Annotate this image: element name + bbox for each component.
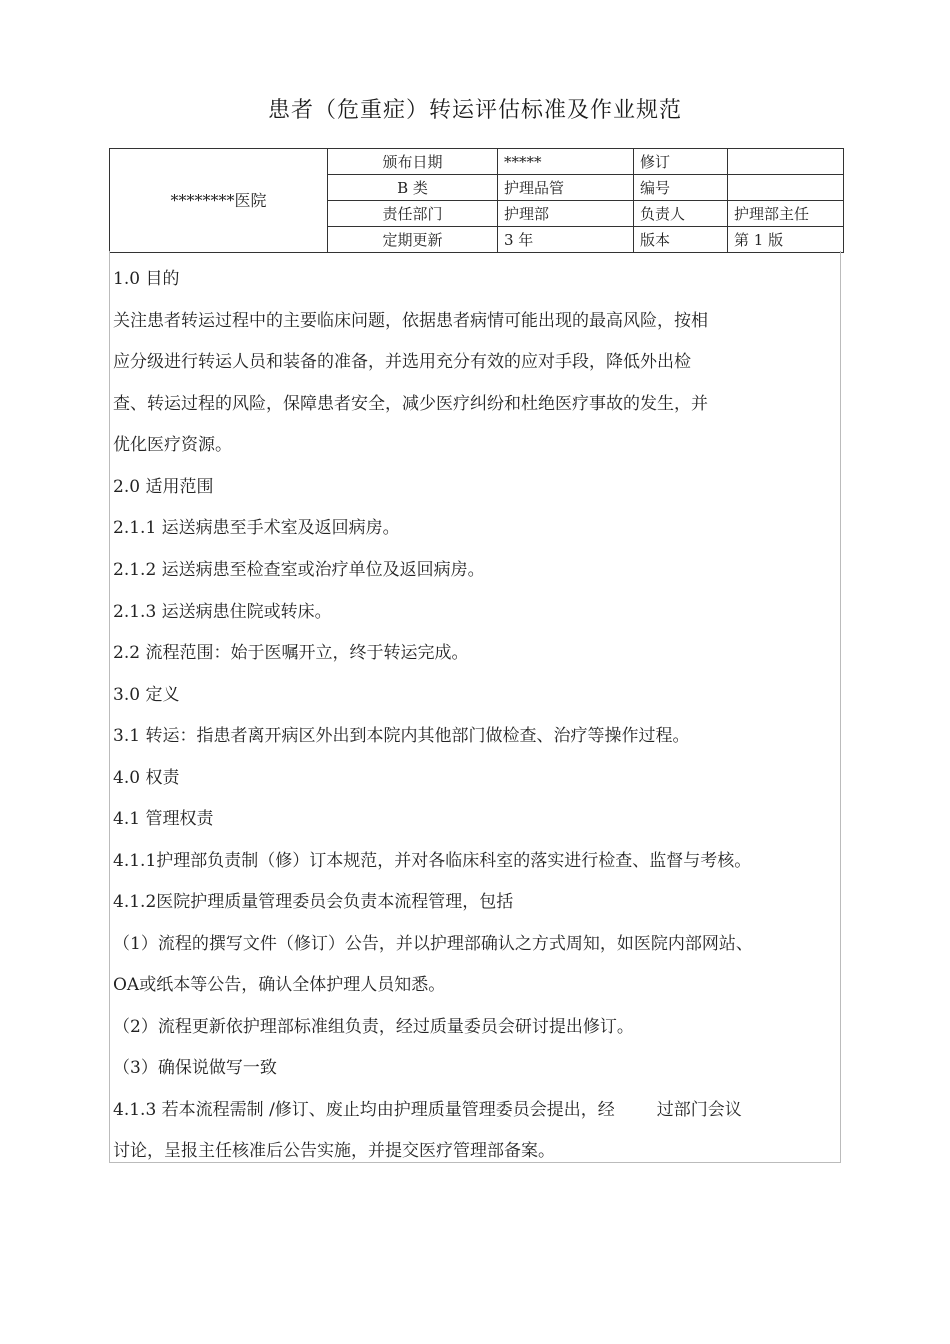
paragraph-line: 2.1.1 运送病患至手术室及返回病房。 <box>113 518 400 538</box>
value-owner: 护理部主任 <box>728 201 844 227</box>
value-version: 第 1 版 <box>728 227 844 253</box>
section-heading-responsibility: 4.0 权责 <box>113 768 180 788</box>
section-heading-definition: 3.0 定义 <box>113 685 180 705</box>
label-owner: 负责人 <box>634 201 728 227</box>
page-title: 患者（危重症）转运评估标准及作业规范 <box>267 98 682 123</box>
section-heading-purpose: 1.0 目的 <box>113 269 180 289</box>
paragraph-line: 4.1.1护理部负责制（修）订本规范，并对各临床科室的落实进行检查、监督与考核。 <box>113 851 752 871</box>
paragraph-line: 查、转运过程的风险，保障患者安全，减少医疗纠纷和杜绝医疗事故的发生，并 <box>113 394 708 414</box>
document-header-table <box>109 148 844 253</box>
paragraph-line: 应分级进行转运人员和装备的准备，并选用充分有效的应对手段，降低外出检 <box>113 352 691 372</box>
label-department: 责任部门 <box>328 201 498 227</box>
paragraph-line: 关注患者转运过程中的主要临床问题，依据患者病情可能出现的最高风险，按相 <box>113 311 708 331</box>
label-issue-date: 颁布日期 <box>328 149 498 175</box>
value-department: 护理部 <box>498 201 634 227</box>
subsection-heading: 4.1 管理权责 <box>113 809 214 829</box>
label-update-cycle: 定期更新 <box>328 227 498 253</box>
paragraph-line: 2.1.3 运送病患住院或转床。 <box>113 602 332 622</box>
value-issue-date: ***** <box>498 149 634 175</box>
paragraph-line <box>113 1095 742 1120</box>
label-revision: 修订 <box>634 149 728 175</box>
hospital-name: ********医院 <box>110 149 328 253</box>
paragraph-line: 3.1 转运：指患者离开病区外出到本院内其他部门做检查、治疗等操作过程。 <box>113 726 690 746</box>
paragraph-line: OA或纸本等公告，确认全体护理人员知悉。 <box>113 975 446 995</box>
paragraph-line: 优化医疗资源。 <box>113 435 232 455</box>
value-update-cycle: 3 年 <box>498 227 634 253</box>
value-category: 护理品管 <box>498 175 634 201</box>
paragraph-line: （3）确保说做写一致 <box>113 1058 277 1078</box>
paragraph-line: （2）流程更新依护理部标准组负责，经过质量委员会研讨提出修订。 <box>113 1017 634 1037</box>
paragraph-segment: 过部门会议 <box>656 1100 742 1120</box>
label-version: 版本 <box>634 227 728 253</box>
paragraph-segment: 4.1.3 若本流程需制 /修订、废止均由护理质量管理委员会提出，经 <box>113 1100 615 1120</box>
paragraph-line: 2.2 流程范围：始于医嘱开立，终于转运完成。 <box>113 643 469 663</box>
label-category: B 类 <box>328 175 498 201</box>
value-revision <box>728 149 844 175</box>
value-number <box>728 175 844 201</box>
section-heading-scope: 2.0 适用范围 <box>113 477 214 497</box>
paragraph-line: 4.1.2医院护理质量管理委员会负责本流程管理，包括 <box>113 892 514 912</box>
label-number: 编号 <box>634 175 728 201</box>
paragraph-line: 2.1.2 运送病患至检查室或治疗单位及返回病房。 <box>113 560 485 580</box>
paragraph-line: （1）流程的撰写文件（修订）公告，并以护理部确认之方式周知，如医院内部网站、 <box>113 934 753 954</box>
paragraph-line: 讨论，呈报主任核准后公告实施，并提交医疗管理部备案。 <box>113 1141 555 1161</box>
